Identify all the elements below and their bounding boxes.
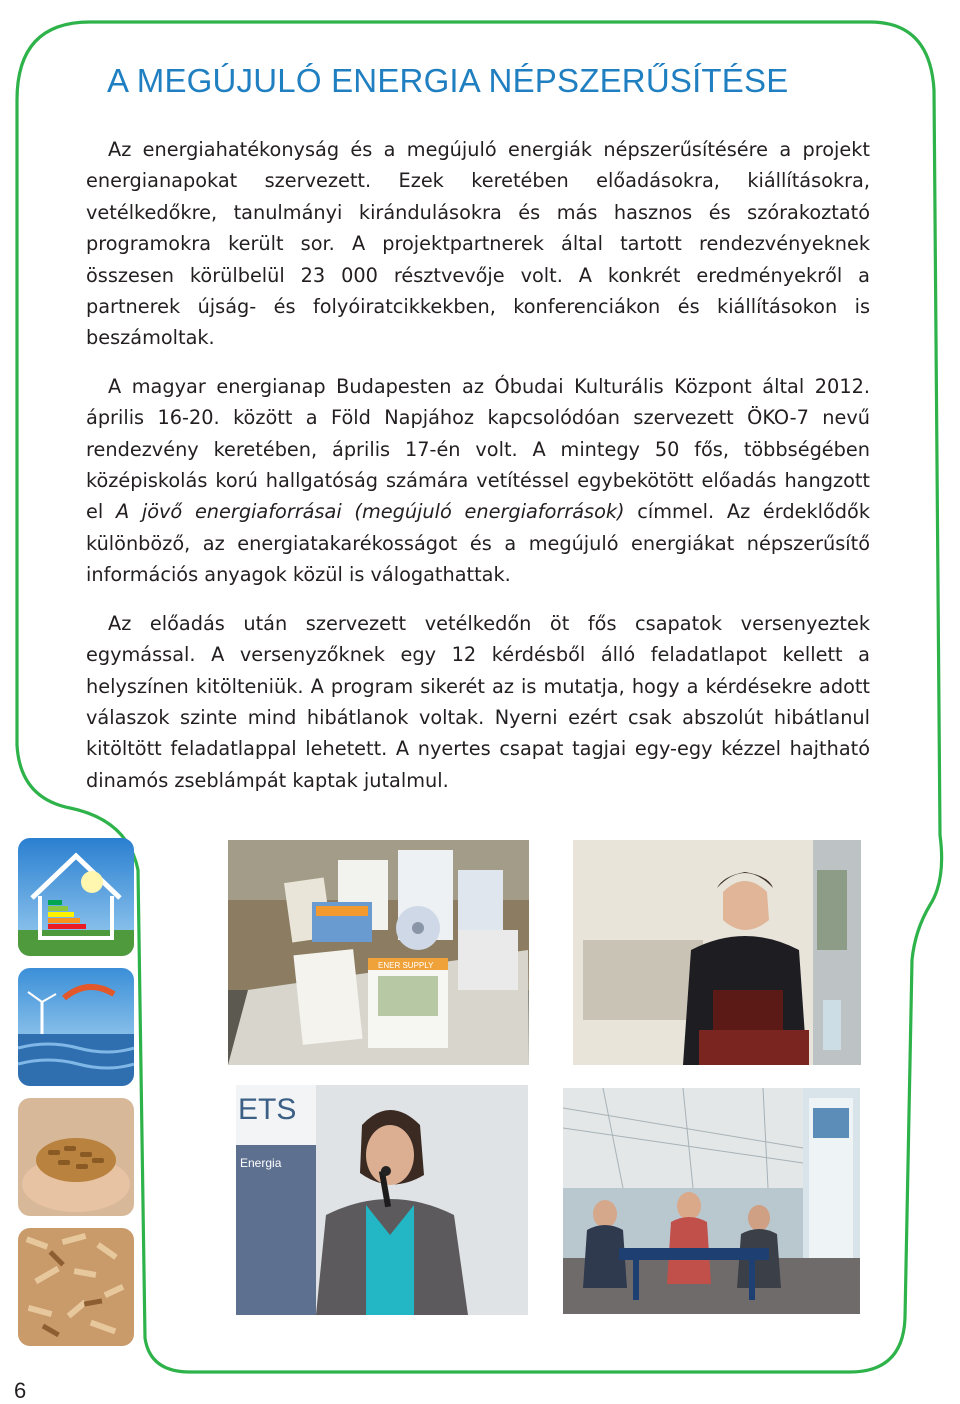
wood-chips-thumbnail [18, 1228, 134, 1346]
lecture-title: A jövő energiaforrásai (megújuló energiaforrások) [115, 500, 625, 524]
wood-pellets-thumbnail [18, 1098, 134, 1216]
article-body [86, 134, 870, 796]
paragraph-3: Az előadás után szervezett vetélkedőn öt fős csapatok versenyeztek egymással. A versenyzőknek egy 12 kérdésből álló feladatlapot kellett a helyszínen kitölteniük. A program sikerét az is mutatja, hogy a kérdésekre adott válaszok szinte mind hibátlanok voltak. Nyerni ezért csak abszolút hibátlanul kitöltött feladatlappal lehetett. A nyertes csapat tagjai egy-egy kézzel hajtható dinamós zseblámpát kaptak jutalmul. [86, 611, 870, 792]
banner-ets-text: ETS [238, 1093, 297, 1126]
paragraph-2-start: A magyar energianap Budapesten az Óbudai Kulturális Központ által 2012. április 16-20. között a Föld Napjához kapcsolódóan szervezett ÖKO-7 nevű rendezvény keretében, április 17-én volt. A mintegy 50 fős, többségében középiskolás korú hallgatóság számára vetítéssel egybekötött előadás hangzott el [86, 374, 870, 524]
brochure-table-photo [228, 840, 529, 1065]
banner-energia-text: Energia [240, 1156, 282, 1170]
speaker-photo [573, 840, 861, 1065]
paragraph-2-end: címmel. Az érdeklődők különböző, az energiatakarékosságot és a megújuló energiákat népszerűsítő információs anyagok közül is válogathattak. [86, 500, 870, 587]
paragraph-1: Az energiahatékonyság és a megújuló energiák népszerűsítésére a projekt energianapokat szervezett. Ezek keretében előadásokra, kiállításokra, vetélkedőkre, tanulmányi kirándulásokra és más hasznos és szórakoztató programokra került sor. A projektpartnerek által tartott rendezvényeknek összesen körülbelül 23 000 résztvevője volt. A konkrét eredményekről a partnerek újság- és folyóiratcikkekben, konferenciákon és kiállításokon is beszámoltak. [86, 138, 870, 350]
presenter-photo [236, 1085, 528, 1315]
page-number: 6 [14, 1378, 27, 1403]
exhibition-meeting-photo [563, 1088, 860, 1314]
page-title: A MEGÚJULÓ ENERGIA NÉPSZERŰSÍTÉSE [107, 62, 789, 99]
paragraph-2 [86, 371, 870, 591]
energy-house-thumbnail [18, 838, 134, 956]
brochure-sign-text: ENER SUPPLY [378, 961, 434, 970]
wind-water-thumbnail [18, 968, 134, 1086]
